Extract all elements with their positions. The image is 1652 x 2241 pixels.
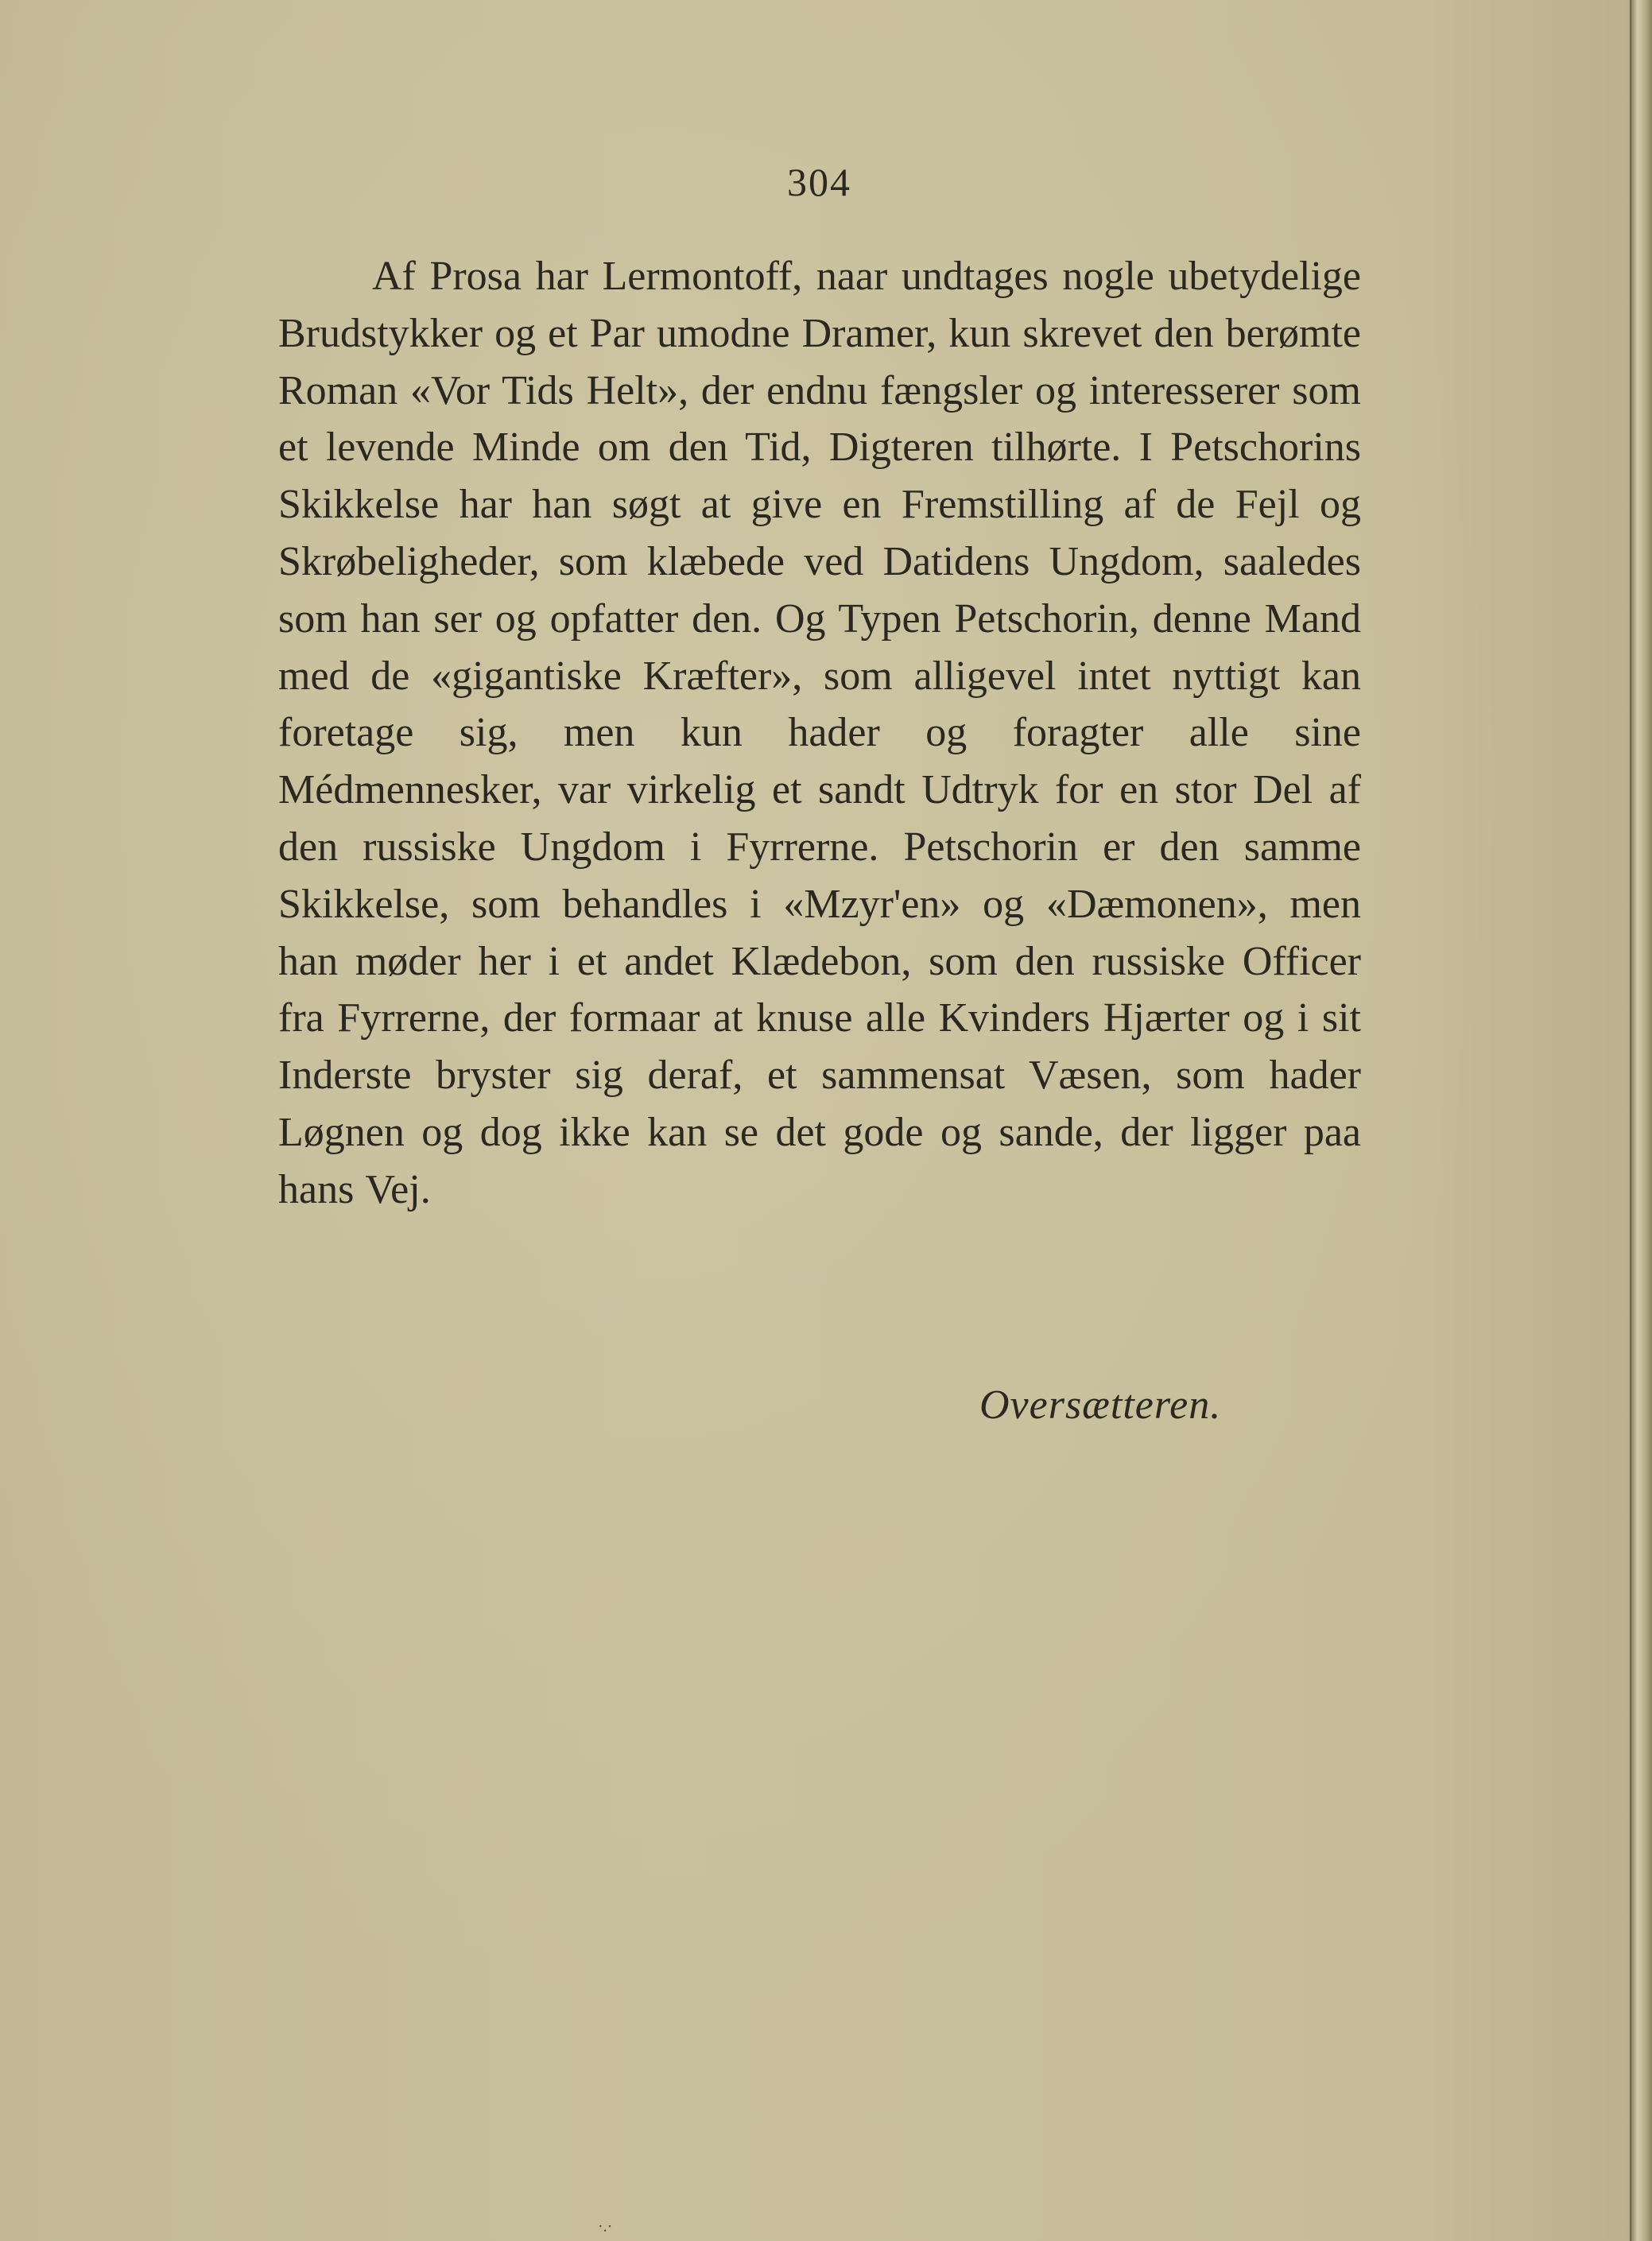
print-speck: ·.· [598,2218,613,2235]
body-paragraph: Af Prosa har Lermontoff, naar undtages nogle ubetydelige Brudstykker og et Par umodne Dramer, kun skrevet den berømte Roman «Vor Tids Helt», der endnu fængsler og interesserer som et levende Minde om den Tid, Digteren tilhørte. I Petschorins Skikkelse har han søgt at give en Fremstilling af de Fejl og Skrøbeligheder, som klæbede ved Datidens Ungdom, saaledes som han ser og opfatter den. Og Typen Petschorin, denne Mand med de «gigantiske Kræfter», som alligevel intet nyttigt kan foretage sig, men kun hader og foragter alle sine Médmennesker, var virkelig et sandt Udtryk for en stor Del af den russiske Ungdom i Fyrrerne. Petschorin er den samme Skikkelse, som behandles i «Mzyr'en» og «Dæmonen», men han møder her i et andet Klædebon, som den russiske Officer fra Fyrrerne, der formaar at knuse alle Kvinders Hjærter og i sit Inderste bryster sig deraf, et sammensat Væsen, som hader Løgnen og dog ikke kan se det gode og sande, der ligger paa hans Vej. [278,254,1361,1212]
translator-signature: Oversætteren. [979,1382,1222,1428]
page-edge [1630,0,1652,2241]
page-number: 304 [787,160,851,204]
